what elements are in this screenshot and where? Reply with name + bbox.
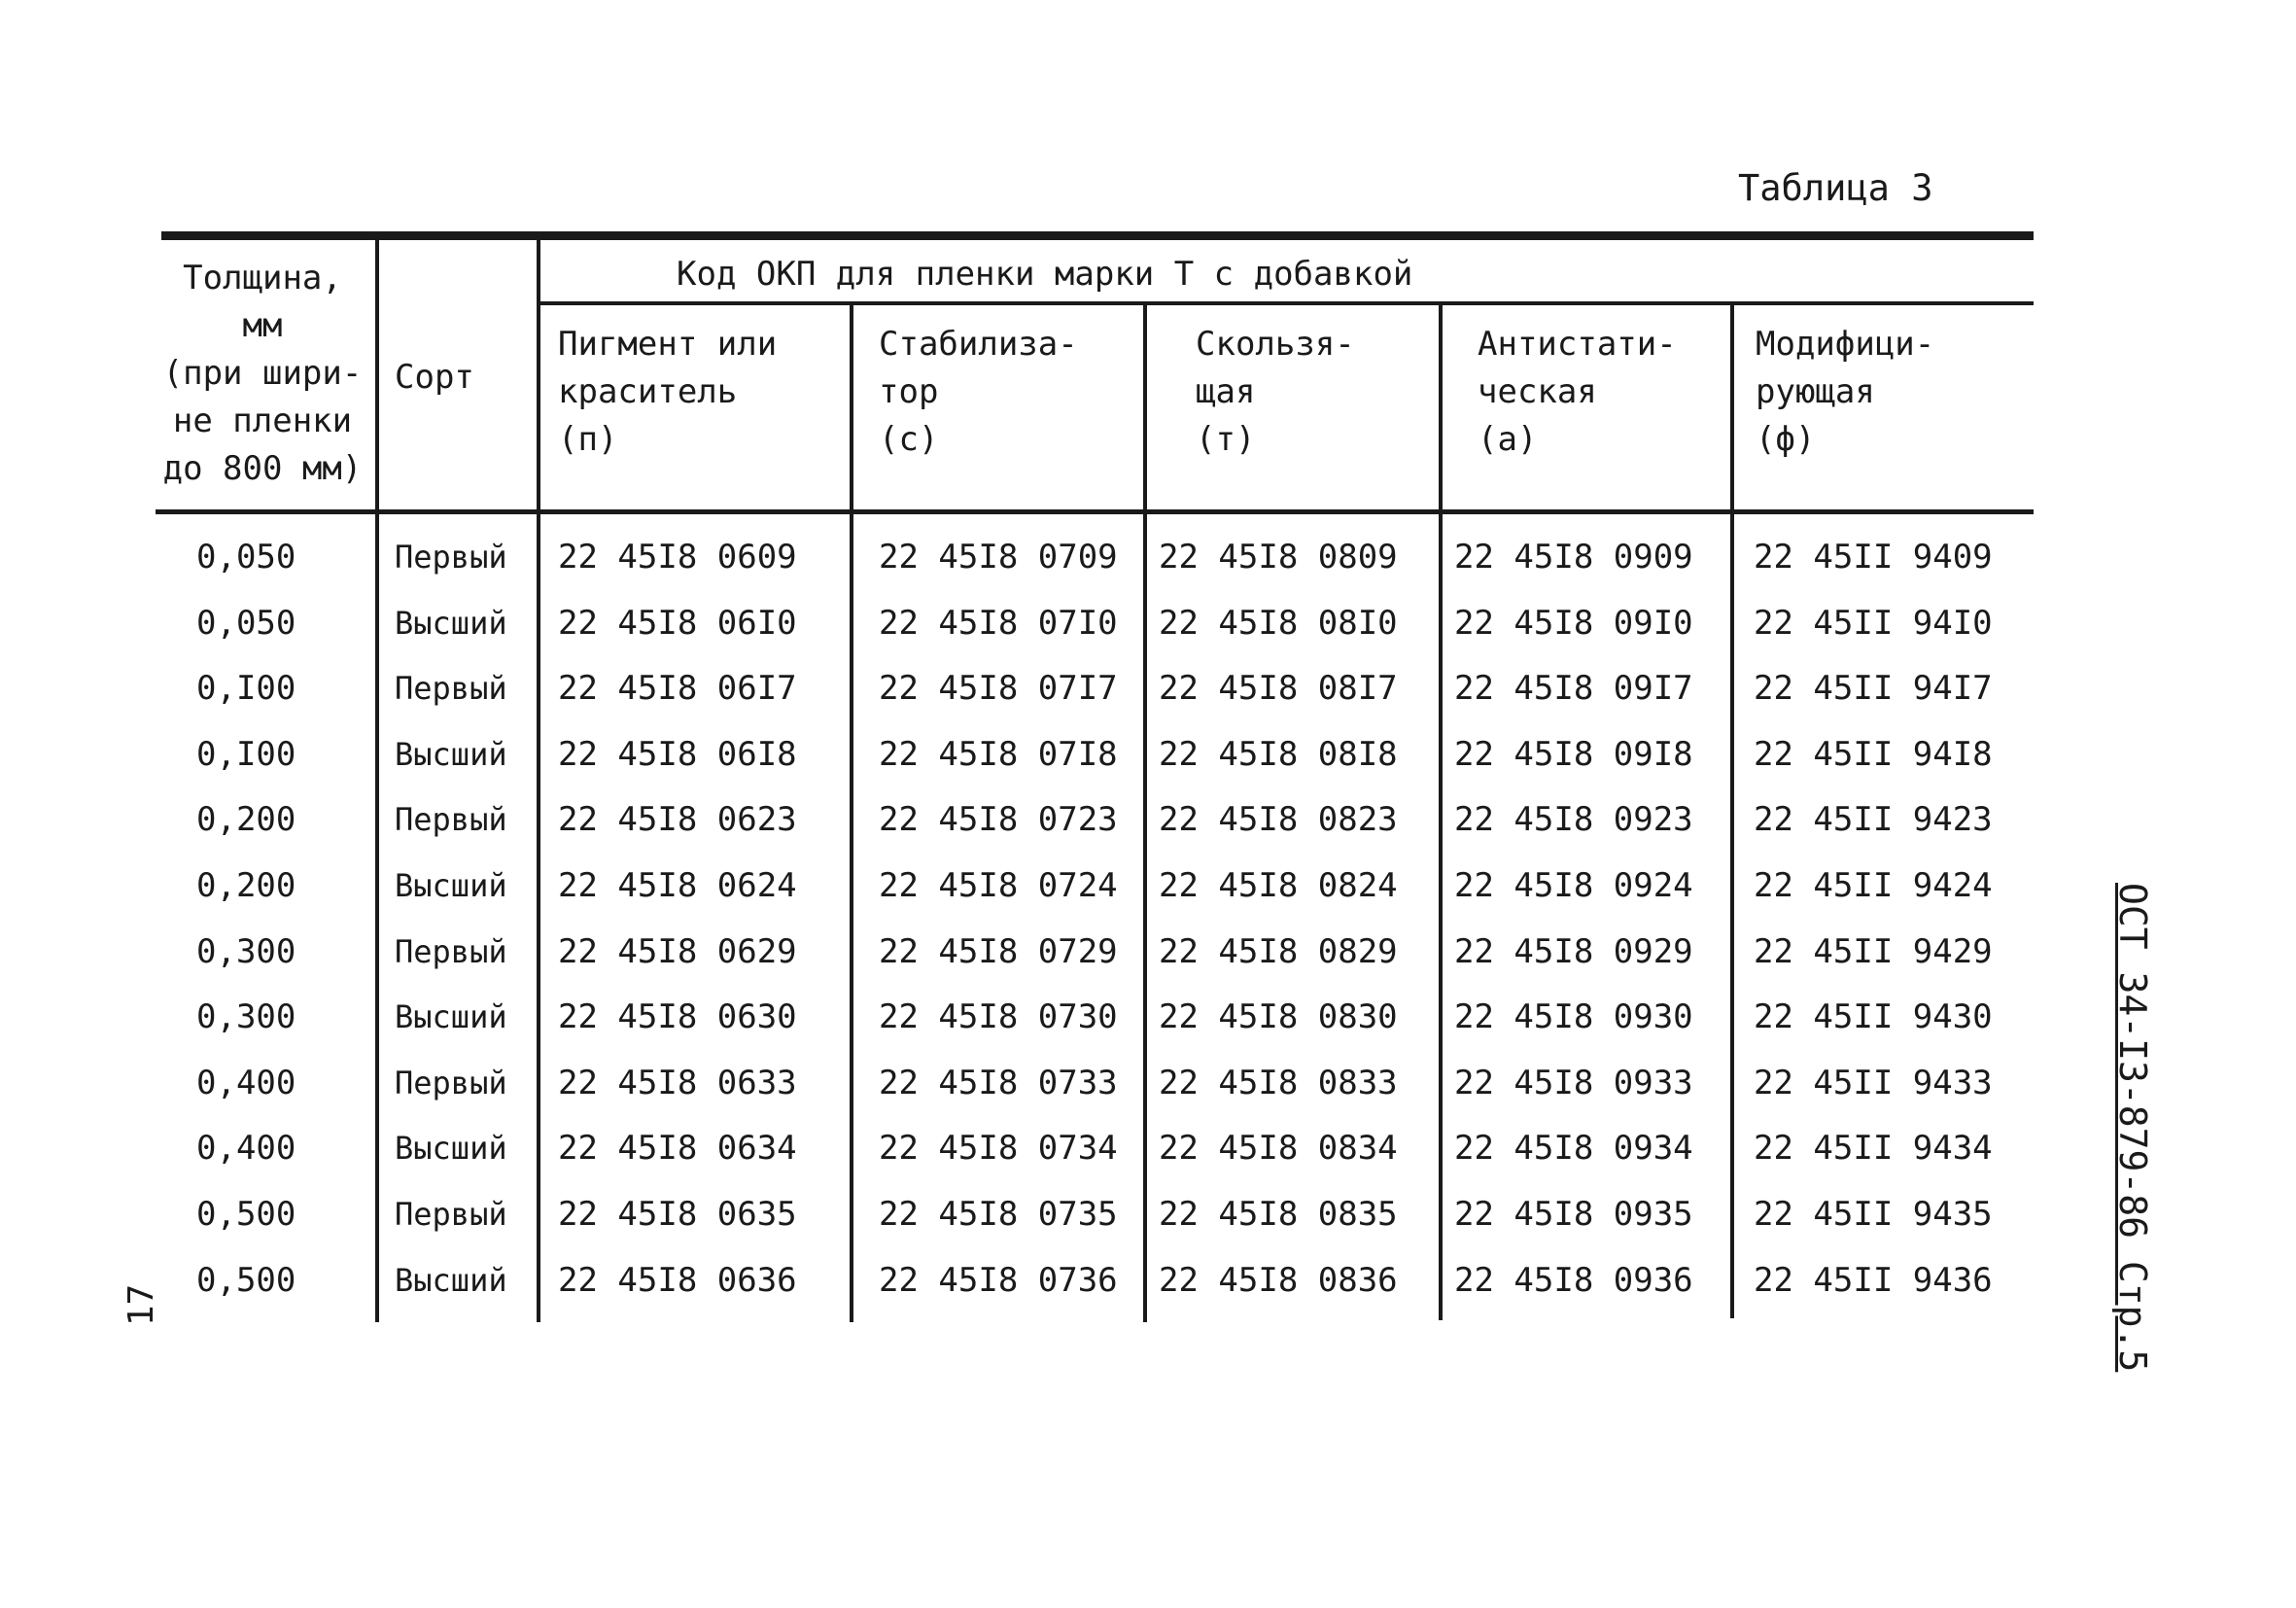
- cell-okp-code: 22 45I8 0636: [558, 1261, 797, 1300]
- cell-okp-code: 22 45I8 0935: [1454, 1195, 1693, 1234]
- col-rule-3: [850, 303, 853, 1322]
- cell-okp-code: 22 45I8 0630: [558, 997, 797, 1036]
- cell-okp-code: 22 45II 94I0: [1754, 604, 1993, 643]
- cell-okp-code: 22 45I8 08I7: [1159, 669, 1398, 708]
- cell-okp-code: 22 45I8 0735: [879, 1195, 1118, 1234]
- cell-okp-code: 22 45I8 0629: [558, 932, 797, 971]
- cell-thickness: 0,200: [196, 866, 296, 905]
- cell-okp-code: 22 45I8 0729: [879, 932, 1118, 971]
- cell-okp-code: 22 45I8 0633: [558, 1064, 797, 1102]
- cell-okp-code: 22 45II 9429: [1754, 932, 1993, 971]
- cell-grade: Первый: [395, 539, 507, 576]
- cell-thickness: 0,I00: [196, 735, 296, 774]
- cell-okp-code: 22 45I8 07I8: [879, 735, 1118, 774]
- group-underline: [539, 301, 2034, 305]
- cell-grade: Первый: [395, 1196, 507, 1233]
- cell-okp-code: 22 45I8 08I8: [1159, 735, 1398, 774]
- cell-okp-code: 22 45II 9430: [1754, 997, 1993, 1036]
- col-rule-4: [1143, 303, 1147, 1322]
- cell-okp-code: 22 45I8 0929: [1454, 932, 1693, 971]
- cell-okp-code: 22 45I8 0923: [1454, 800, 1693, 839]
- cell-thickness: 0,300: [196, 997, 296, 1036]
- cell-okp-code: 22 45I8 0736: [879, 1261, 1118, 1300]
- cell-grade: Первый: [395, 1065, 507, 1101]
- col-rule-6: [1730, 303, 1734, 1318]
- cell-thickness: 0,400: [196, 1129, 296, 1168]
- cell-okp-code: 22 45I8 0836: [1159, 1261, 1398, 1300]
- cell-okp-code: 22 45I8 07I0: [879, 604, 1118, 643]
- header-thickness: Толщина, мм (при шири- не пленки до 800 мм): [162, 259, 363, 488]
- header-bottom-rule: [156, 509, 2034, 514]
- cell-okp-code: 22 45I8 0834: [1159, 1129, 1398, 1168]
- cell-thickness: 0,050: [196, 604, 296, 643]
- cell-okp-code: 22 45I8 0909: [1454, 538, 1693, 577]
- cell-okp-code: 22 45I8 06I7: [558, 669, 797, 708]
- side-document-code: ОСТ 34-I3-879-86 Стр.5: [2111, 883, 2154, 1373]
- cell-thickness: 0,500: [196, 1261, 296, 1300]
- cell-okp-code: 22 45I8 0833: [1159, 1064, 1398, 1102]
- cell-okp-code: 22 45I8 0635: [558, 1195, 797, 1234]
- cell-okp-code: 22 45I8 0809: [1159, 538, 1398, 577]
- cell-thickness: 0,200: [196, 800, 296, 839]
- cell-okp-code: 22 45I8 0933: [1454, 1064, 1693, 1102]
- cell-okp-code: 22 45I8 0709: [879, 538, 1118, 577]
- table-label: Таблица 3: [1738, 167, 1933, 209]
- header-col-stabilizer: Стабилиза- тор (с): [879, 325, 1078, 459]
- col-rule-1: [375, 235, 379, 1322]
- cell-okp-code: 22 45I8 0830: [1159, 997, 1398, 1036]
- cell-okp-code: 22 45I8 0835: [1159, 1195, 1398, 1234]
- cell-grade: Высший: [395, 1262, 507, 1299]
- header-group-title: Код ОКП для пленки марки Т с добавкой: [677, 255, 1413, 294]
- cell-okp-code: 22 45II 9435: [1754, 1195, 1993, 1234]
- cell-okp-code: 22 45I8 0924: [1454, 866, 1693, 905]
- cell-thickness: 0,I00: [196, 669, 296, 708]
- top-rule: [161, 231, 2034, 240]
- cell-okp-code: 22 45II 9424: [1754, 866, 1993, 905]
- cell-okp-code: 22 45II 9434: [1754, 1129, 1993, 1168]
- cell-okp-code: 22 45I8 0734: [879, 1129, 1118, 1168]
- header-col-antistatic: Антистати- ческая (а): [1478, 325, 1677, 459]
- cell-grade: Первый: [395, 801, 507, 838]
- cell-okp-code: 22 45I8 0623: [558, 800, 797, 839]
- header-grade: Сорт: [395, 358, 474, 397]
- cell-okp-code: 22 45I8 0730: [879, 997, 1118, 1036]
- cell-okp-code: 22 45I8 08I0: [1159, 604, 1398, 643]
- cell-okp-code: 22 45II 9436: [1754, 1261, 1993, 1300]
- cell-okp-code: 22 45I8 0936: [1454, 1261, 1693, 1300]
- cell-grade: Первый: [395, 670, 507, 707]
- cell-grade: Высший: [395, 998, 507, 1035]
- cell-grade: Высший: [395, 867, 507, 904]
- cell-okp-code: 22 45I8 09I7: [1454, 669, 1693, 708]
- cell-thickness: 0,300: [196, 932, 296, 971]
- cell-okp-code: 22 45I8 07I7: [879, 669, 1118, 708]
- cell-okp-code: 22 45I8 06I0: [558, 604, 797, 643]
- cell-grade: Первый: [395, 933, 507, 970]
- cell-okp-code: 22 45II 9409: [1754, 538, 1993, 577]
- page-number: 17: [122, 1283, 162, 1327]
- header-col-pigment: Пигмент или краситель (п): [558, 325, 778, 459]
- header-col-modifier: Модифици- рующая (ф): [1756, 325, 1935, 459]
- cell-okp-code: 22 45I8 0724: [879, 866, 1118, 905]
- cell-okp-code: 22 45I8 0824: [1159, 866, 1398, 905]
- cell-okp-code: 22 45I8 0723: [879, 800, 1118, 839]
- cell-okp-code: 22 45I8 0823: [1159, 800, 1398, 839]
- cell-grade: Высший: [395, 736, 507, 773]
- cell-okp-code: 22 45I8 0634: [558, 1129, 797, 1168]
- cell-okp-code: 22 45I8 0609: [558, 538, 797, 577]
- cell-okp-code: 22 45II 9433: [1754, 1064, 1993, 1102]
- cell-okp-code: 22 45II 94I8: [1754, 735, 1993, 774]
- cell-okp-code: 22 45I8 0733: [879, 1064, 1118, 1102]
- col-rule-5: [1439, 303, 1443, 1320]
- cell-thickness: 0,500: [196, 1195, 296, 1234]
- cell-grade: Высший: [395, 1130, 507, 1167]
- cell-okp-code: 22 45I8 0624: [558, 866, 797, 905]
- cell-okp-code: 22 45II 9423: [1754, 800, 1993, 839]
- cell-okp-code: 22 45I8 0829: [1159, 932, 1398, 971]
- cell-thickness: 0,400: [196, 1064, 296, 1102]
- cell-okp-code: 22 45I8 06I8: [558, 735, 797, 774]
- cell-okp-code: 22 45I8 0934: [1454, 1129, 1693, 1168]
- cell-thickness: 0,050: [196, 538, 296, 577]
- col-rule-2: [537, 235, 540, 1322]
- cell-okp-code: 22 45I8 09I8: [1454, 735, 1693, 774]
- cell-okp-code: 22 45II 94I7: [1754, 669, 1993, 708]
- header-col-slip: Скользя- щая (т): [1196, 325, 1355, 459]
- cell-okp-code: 22 45I8 09I0: [1454, 604, 1693, 643]
- cell-grade: Высший: [395, 605, 507, 642]
- cell-okp-code: 22 45I8 0930: [1454, 997, 1693, 1036]
